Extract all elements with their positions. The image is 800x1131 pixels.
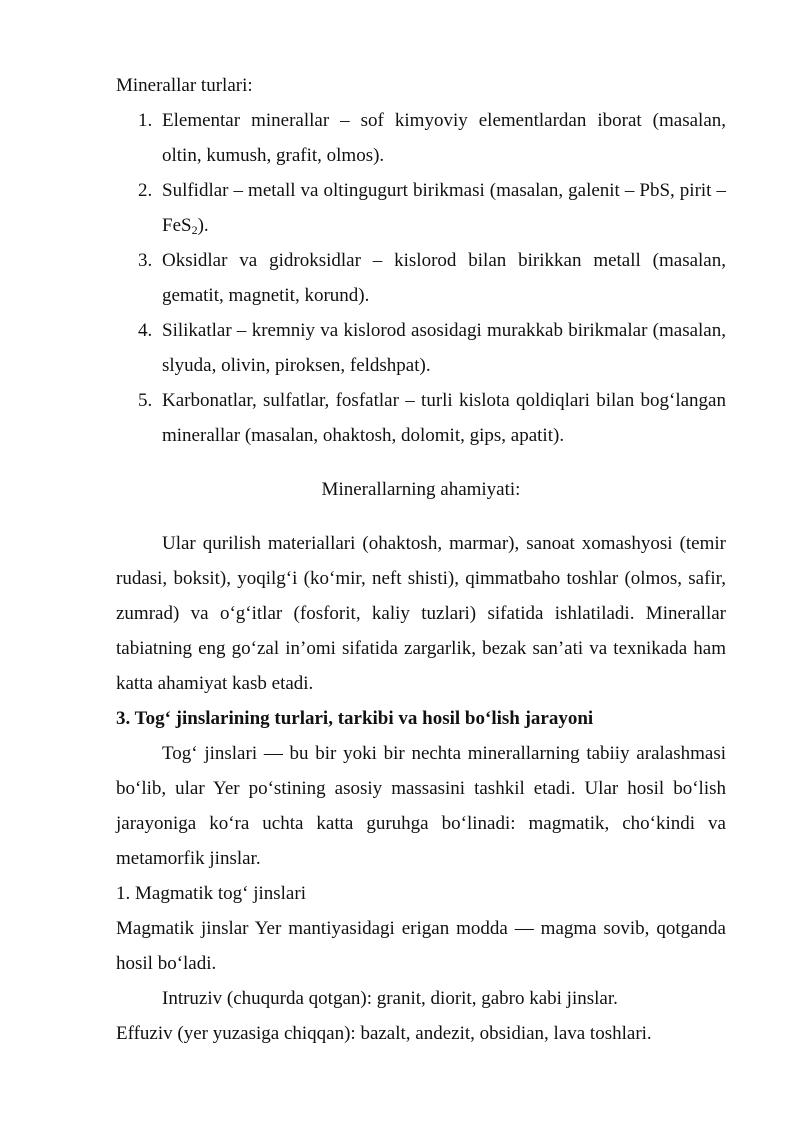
list-item-text-main: Sulfidlar – metall va oltingugurt birikmasi (masalan, galenit – PbS, pirit – FeS xyxy=(162,180,726,236)
minerals-types-title: Minerallar turlari: xyxy=(116,75,253,96)
list-item-text: Karbonatlar, sulfatlar, fosfatlar – turli kislota qoldiqlari bilan bog‘langan minerallar (masalan, ohaktosh, dolomit, gips, apatit). xyxy=(162,390,726,446)
list-item-number: 5. xyxy=(138,390,153,411)
document-page xyxy=(116,68,726,1051)
list-item-number: 4. xyxy=(138,320,153,341)
list-item xyxy=(116,313,726,383)
list-item-text: Silikatlar – kremniy va kislorod asosidagi murakkab birikmalar (masalan, slyuda, olivin, piroksen, feldshpat). xyxy=(162,320,726,376)
list-item-text xyxy=(162,180,726,236)
list-item-number: 2. xyxy=(138,180,153,201)
magmatic-definition: Magmatik jinslar Yer mantiyasidagi erigan modda — magma sovib, qotganda hosil bo‘ladi. xyxy=(116,918,726,974)
list-item xyxy=(116,173,726,243)
list-item-number: 3. xyxy=(138,250,153,271)
intrusive-line: Intruziv (chuqurda qotgan): granit, diorit, gabro kabi jinslar. xyxy=(162,988,618,1009)
subscript: 2 xyxy=(191,223,198,237)
list-item xyxy=(116,103,726,173)
minerals-types-list xyxy=(116,103,726,453)
rocks-intro-paragraph: Tog‘ jinslari — bu bir yoki bir nechta minerallarning tabiiy aralashmasi bo‘lib, ular Yer po‘stining asosiy massasini tashkil etadi. Ular hosil bo‘lish jarayoniga ko‘ra uchta katta guruhga bo‘linadi: magmatik, cho‘kindi va metamorfik jinslar. xyxy=(116,743,726,869)
effusive-line: Effuziv (yer yuzasiga chiqqan): bazalt, andezit, obsidian, lava toshlari. xyxy=(116,1023,652,1044)
list-item-text: Elementar minerallar – sof kimyoviy elementlardan iborat (masalan, oltin, kumush, grafit, olmos). xyxy=(162,110,726,166)
list-item xyxy=(116,383,726,453)
list-item xyxy=(116,243,726,313)
importance-title: Minerallarning ahamiyati: xyxy=(321,479,521,500)
magmatic-subheading: 1. Magmatik tog‘ jinslari xyxy=(116,883,306,904)
importance-paragraph: Ular qurilish materiallari (ohaktosh, marmar), sanoat xomashyosi (temir rudasi, boksit), yoqilg‘i (ko‘mir, neft shisti), qimmatbaho toshlar (olmos, safir, zumrad) va o‘g‘itlar (fosforit, kaliy tuzlari) sifatida ishlatiladi. Minerallar tabiatning eng go‘zal in’omi sifatida zargarlik, bezak san’ati va texnikada ham katta ahamiyat kasb etadi. xyxy=(116,533,726,694)
list-item-text: Oksidlar va gidroksidlar – kislorod bilan birikkan metall (masalan, gematit, magnetit, korund). xyxy=(162,250,726,306)
list-item-number: 1. xyxy=(138,110,153,131)
list-item-text-end: ). xyxy=(197,215,209,236)
rocks-section-heading: 3. Tog‘ jinslarining turlari, tarkibi va hosil bo‘lish jarayoni xyxy=(116,708,594,729)
